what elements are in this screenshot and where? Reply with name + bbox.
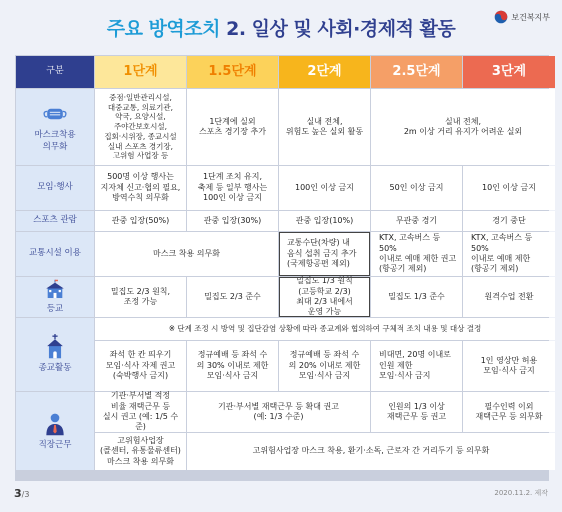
row-label-school: 등교: [16, 277, 94, 317]
row-label-religion: 종교활동: [16, 318, 94, 391]
header-stage-2: 2단계: [279, 56, 370, 88]
work-stage-3: 필수인력 이외 재택근무 등 의무화: [463, 392, 555, 432]
sports-stage-2: 관중 입장(10%): [279, 211, 370, 231]
gathering-stage-2: 100인 이상 금지: [279, 166, 370, 210]
mask-icon: [42, 101, 68, 127]
row-label-transport: 교통시설 이용: [16, 232, 94, 276]
religion-stage-2-5: 비대면, 20명 이내로 인원 제한 모임·식사 금지: [371, 341, 462, 391]
gathering-stage-3: 10인 이상 금지: [463, 166, 555, 210]
church-icon: [42, 334, 68, 360]
sports-stage-1-5: 관중 입장(30%): [187, 211, 278, 231]
sports-stage-1: 관중 입장(50%): [95, 211, 186, 231]
school-stage-2-5: 밀집도 1/3 준수: [371, 277, 462, 317]
religion-stage-3: 1인 영상만 허용 모임·식사 금지: [463, 341, 555, 391]
sports-stage-2-5: 무관중 경기: [371, 211, 462, 231]
header-stage-1-5: 1.5단계: [187, 56, 278, 88]
page-title: [0, 14, 562, 41]
gathering-stage-1: 500명 이상 행사는 지자체 신고·협의 필요, 방역수칙 의무화: [95, 166, 186, 210]
mask-stage-1-5: 1단계에 실외 스포츠 경기장 추가: [187, 89, 278, 165]
title-main: 2. 일상 및 사회·경제적 활동: [226, 18, 456, 40]
transport-stage-2: 교통수단(차량) 내 음식 섭취 금지 추가 (국제항공편 제외): [279, 232, 370, 276]
production-date: 2020.11.2. 제작: [494, 489, 548, 497]
school-stage-2: 밀집도 1/3 원칙 (고등학교 2/3) 최대 2/3 내에서 운영 가능: [279, 277, 370, 317]
transport-stage-3: KTX, 고속버스 등 50% 이내로 예매 제한 (항공기 제외): [463, 232, 555, 276]
work-stage-1-5-3-b: 고위험사업장 마스크 착용, 환기·소독, 근로자 간 거리두기 등 의무화: [187, 433, 555, 470]
row-label-work: 직장근무: [16, 392, 94, 470]
work-stage-1-5-2: 기관·부서별 재택근무 등 확대 권고 (예: 1/3 수준): [187, 392, 370, 432]
taegeuk-icon: [494, 10, 508, 24]
mask-stage-2: 실내 전체, 위험도 높은 실외 활동: [279, 89, 370, 165]
measures-table: [15, 55, 549, 481]
worker-icon: [42, 411, 68, 437]
header-category: 구분: [16, 56, 94, 88]
sports-stage-3: 경기 중단: [463, 211, 555, 231]
row-label-sports: 스포츠 관람: [16, 211, 94, 231]
header-stage-2-5: 2.5단계: [371, 56, 462, 88]
transport-stage-1-1-5: 마스크 착용 의무화: [95, 232, 278, 276]
work-stage-2-5: 인원의 1/3 이상 재택근무 등 권고: [371, 392, 462, 432]
ministry-name: 보건복지부: [511, 12, 550, 22]
work-stage-1-b: 고위험사업장 (콜센터, 유통물류센터) 마스크 착용 의무화: [95, 433, 186, 470]
ministry-logo: [494, 10, 550, 24]
transport-stage-2-5: KTX, 고속버스 등 50% 이내로 예매 제한 권고 (항공기 제외): [371, 232, 462, 276]
school-stage-1: 밀집도 2/3 원칙, 조정 가능: [95, 277, 186, 317]
school-stage-1-5: 밀집도 2/3 준수: [187, 277, 278, 317]
page-number: 3/3: [14, 487, 30, 500]
religion-note: ※ 단계 조정 시 방역 및 집단감염 상황에 따라 종교계와 협의하여 구체적 조치 내용 및 대상 결정: [95, 318, 555, 340]
row-label-mask: 마스크착용 의무화: [16, 89, 94, 165]
school-icon: [42, 279, 68, 301]
title-prefix: 주요 방역조치: [106, 18, 220, 40]
school-stage-3: 원격수업 전환: [463, 277, 555, 317]
religion-stage-1-5: 정규예배 등 좌석 수 의 30% 이내로 제한 모임·식사 금지: [187, 341, 278, 391]
row-label-gathering: 모임·행사: [16, 166, 94, 210]
religion-stage-1: 좌석 한 칸 띄우기 모임·식사 자제 권고 (숙박행사 금지): [95, 341, 186, 391]
work-stage-1-a: 기관·부서별 적정 비율 재택근무 등 실시 권고 (예: 1/5 수준): [95, 392, 186, 432]
religion-stage-2: 정규예배 등 좌석 수 의 20% 이내로 제한 모임·식사 금지: [279, 341, 370, 391]
header-stage-3: 3단계: [463, 56, 555, 88]
gathering-stage-1-5: 1단계 조치 유지, 축제 등 일부 행사는 100인 이상 금지: [187, 166, 278, 210]
mask-stage-1: 중점·일반관리시설, 대중교통, 의료기관, 약국, 요양시설, 주야간보호시설, 집회·시위장, 종교시설 실내 스포츠 경기장, 고위험 사업장 등: [95, 89, 186, 165]
gathering-stage-2-5: 50인 이상 금지: [371, 166, 462, 210]
header-stage-1: 1단계: [95, 56, 186, 88]
mask-stage-2-5-3: 실내 전체, 2m 이상 거리 유지가 어려운 실외: [371, 89, 555, 165]
